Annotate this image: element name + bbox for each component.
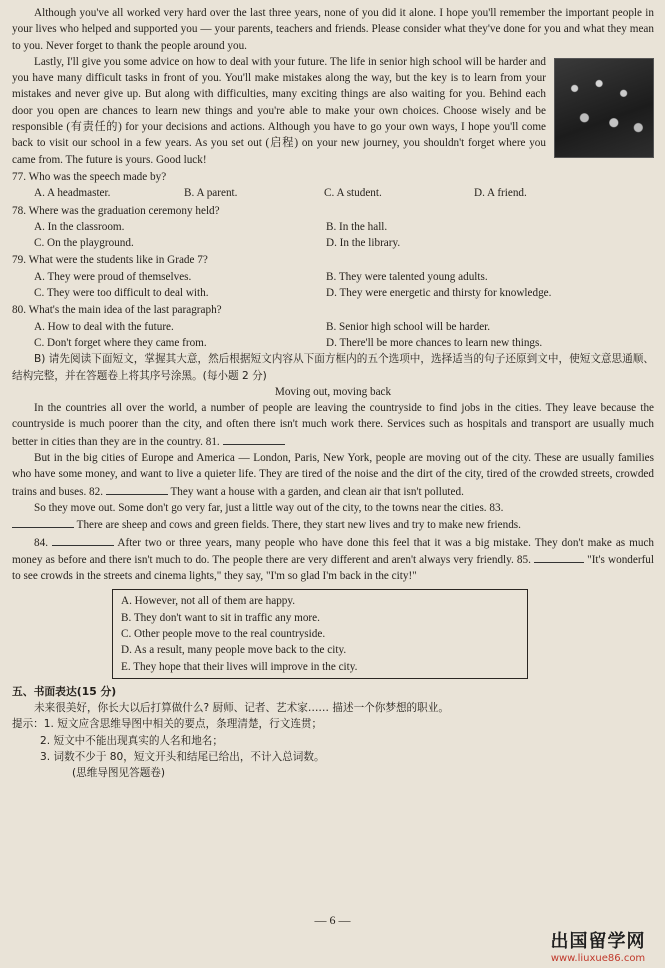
question-options [12, 319, 654, 352]
passage-title: Moving out, moving back [274, 385, 392, 398]
answer-blank-83 [12, 516, 74, 528]
choice-d: D. As a result, many people move back to the city. [121, 644, 347, 657]
question-stem: 77. Who was the speech made by? [12, 170, 167, 183]
option-a: A. They were proud of themselves. [34, 270, 192, 283]
watermark-url: www.liuxue86.com [550, 953, 646, 964]
option-a: A. A headmaster. [34, 187, 111, 200]
page-content [12, 5, 654, 782]
option-d: D. A friend. [474, 187, 527, 200]
choice-a: A. However, not all of them are happy. [121, 595, 296, 608]
part-b-instruction: B) 请先阅读下面短文，掌握其大意，然后根据短文内容从下面方框内的五个选项中，选择适当的句子还原到文中，使短文意思通顺、结构完整，并在答题卷上将其序号涂黑。(每小题 2 分) [12, 353, 654, 382]
question-80 [12, 302, 654, 351]
answer-blank-84 [52, 534, 114, 546]
option-c: C. They were too difficult to deal with. [34, 287, 209, 300]
question-options [12, 269, 654, 302]
choice-e: E. They hope that their lives will improve in the city. [121, 660, 358, 673]
paragraph-text: "It's wonderful to see crowds in the streets and cinema lights," they say, "I'm so glad I'm back in the city!" [12, 553, 654, 583]
paragraph-text: 84. [34, 536, 48, 549]
question-77 [12, 169, 654, 202]
part-b-paragraph-1 [12, 400, 654, 450]
paragraph-text: After two or three years, many people who have done this feel that it was a big mistake. They don't make as much money as before and there isn't much to do. The people there are very different and aren't always very friendly. 85. [12, 536, 654, 566]
choice-c: C. Other people move to the real countryside. [121, 627, 326, 640]
answer-blank-85 [534, 551, 584, 563]
passage-paragraph-2-block [12, 54, 654, 168]
page-number: — 6 — [314, 913, 351, 927]
paragraph-text: In the countries all over the world, a number of people are leaving the countryside to find jobs in the cities. They leave because the countryside is much poorer than the city, and often there isn't much work there. Services such as hospitals and transport are usually much better in cities than they are in the country. 81. [12, 402, 654, 448]
answer-blank-82 [106, 483, 168, 495]
watermark-name: 出国留学网 [550, 931, 646, 952]
writing-tip-2: 2. 短文中不能出现真实的人名和地名； [40, 734, 223, 747]
choice-b: B. They don't want to sit in traffic any more. [121, 611, 320, 624]
writing-tip-1: 提示：1. 短文应含思维导图中相关的要点，条理清楚，行文连贯； [12, 718, 323, 731]
question-stem: 78. Where was the graduation ceremony held? [12, 204, 220, 217]
writing-tip-3: 3. 词数不少于 80，短文开头和结尾已给出，不计入总词数。 [40, 751, 325, 764]
option-c: C. A student. [324, 187, 382, 200]
option-d: D. In the library. [326, 237, 401, 250]
question-79 [12, 252, 654, 301]
question-options [12, 185, 654, 201]
option-c: C. On the playground. [34, 237, 134, 250]
writing-prompt: 未来很美好，你长大以后打算做什么? 厨师、记者、艺术家…… 描述一个你梦想的职业。 [34, 702, 449, 715]
question-stem: 79. What were the students like in Grade 7? [12, 254, 208, 267]
passage-paragraph-1: Although you've all worked very hard over the last three years, none of you did it alone. I hope you'll remember the important people in your lives who helped and supported you — your parents, teachers and friends. Please consider what they've done for you and what they mean to you. Never forget to thank the people around you. [12, 7, 654, 52]
part-b-paragraph-3 [12, 500, 654, 534]
paragraph-text: They want a house with a garden, and clean air that isn't polluted. [170, 485, 464, 498]
answer-blank-81 [223, 433, 285, 445]
site-watermark [539, 931, 657, 965]
option-d: D. They were energetic and thirsty for knowledge. [326, 287, 552, 300]
question-options [12, 219, 654, 252]
part-b-paragraph-2 [12, 450, 654, 500]
paragraph-text: But in the big cities of Europe and America — London, Paris, New York, people are moving out of the city. These are usually families who have some money, and want to live a quieter life. They are tired of the noise and the dirt of the city, tired of the crowded streets, crowded trains and buses. 82. [12, 452, 654, 498]
option-b: B. They were talented young adults. [326, 270, 488, 283]
option-b: B. A parent. [184, 187, 238, 200]
choices-box [112, 589, 528, 678]
graduation-photo [554, 58, 654, 158]
question-stem: 80. What's the main idea of the last paragraph? [12, 304, 222, 317]
part-b-paragraph-4 [12, 534, 654, 585]
writing-tip-4: (思维导图见答题卷) [72, 767, 166, 780]
option-a: A. How to deal with the future. [34, 320, 174, 333]
option-b: B. Senior high school will be harder. [326, 320, 491, 333]
option-c: C. Don't forget where they came from. [34, 336, 207, 349]
option-a: A. In the classroom. [34, 220, 125, 233]
paragraph-text: There are sheep and cows and green fields. There, they start new lives and try to make new friends. [76, 519, 521, 532]
option-b: B. In the hall. [326, 220, 388, 233]
paragraph-text: So they move out. Some don't go very far, just a little way out of the city, to the towns near the cities. 83. [34, 501, 504, 514]
section-heading: 五、书面表达(15 分) [12, 684, 117, 698]
question-78 [12, 203, 654, 252]
option-d: D. There'll be more chances to learn new things. [326, 336, 543, 349]
passage-paragraph-2: Lastly, I'll give you some advice on how to deal with your future. The life in senior high school will be harder and you have many difficult tasks in front of you. You'll make mistakes along the way, but the key is to learn from your mistakes and never give up. But along with difficulties, many exciting things are also waiting for you. Behind each door you open are chances to learn new things and you're able to make your own choices. Choose wisely and be responsible (有责任的) for your decisions and actions. Although you have to go your own ways, I hope you'll come back to visit our school in a few years. As you set out (启程) on your new journey, you shouldn't forget where you came from. The future is yours. Good luck! [12, 55, 546, 166]
